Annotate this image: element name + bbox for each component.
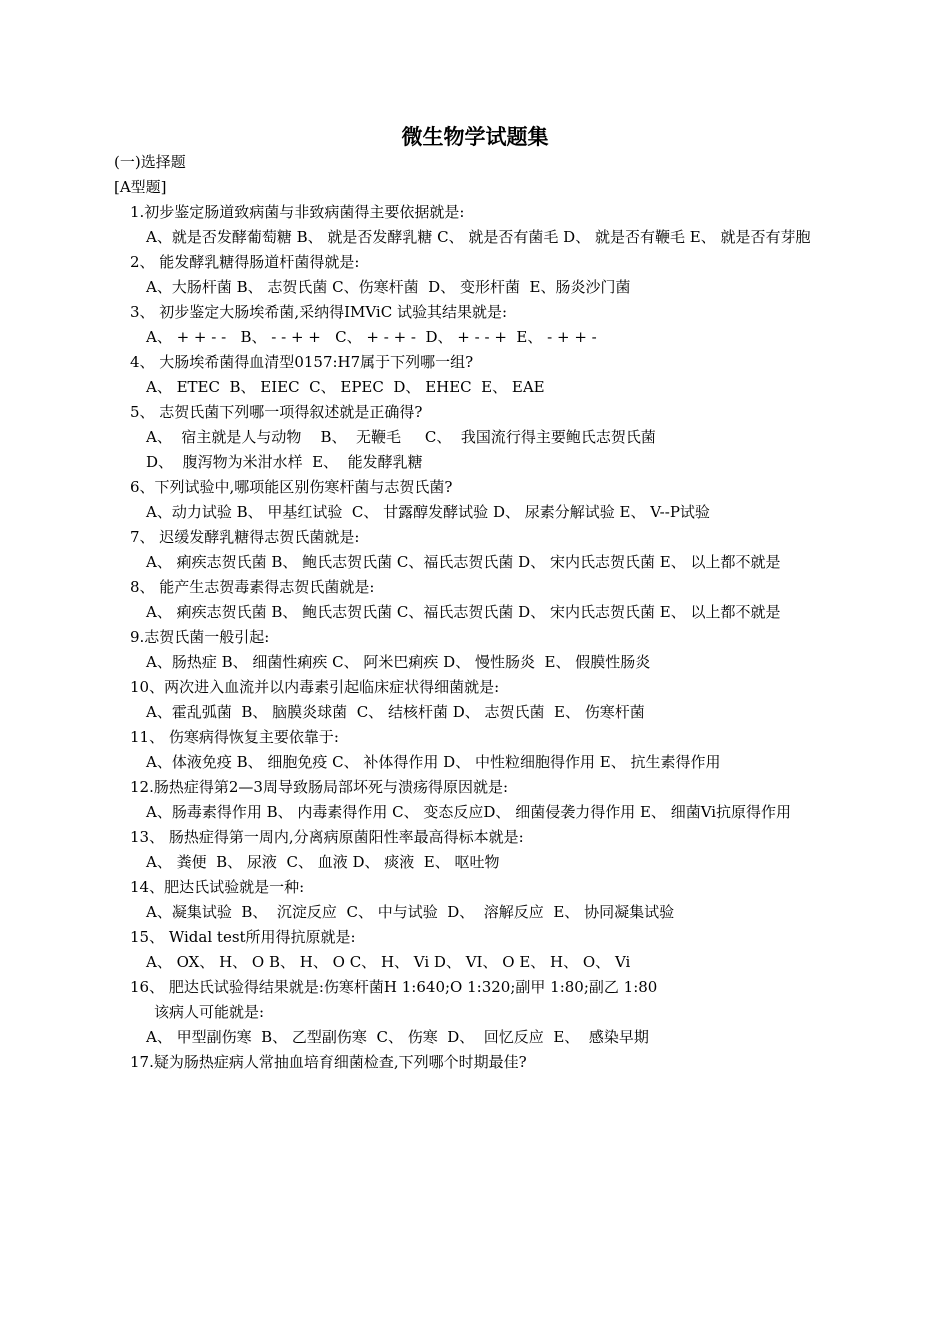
question-17: 17.疑为肠热症病人常抽血培育细菌检查,下列哪个时期最佳? <box>130 1053 527 1071</box>
question-4-options: A、 ETEC B、 EIEC C、 EPEC D、 EHEC E、 EAE <box>146 378 545 396</box>
question-10-options: A、霍乱弧菌 B、 脑膜炎球菌 C、 结核杆菌 D、 志贺氏菌 E、 伤寒杆菌 <box>146 703 645 721</box>
question-13: 13、 肠热症得第一周内,分离病原菌阳性率最高得标本就是: <box>130 828 524 846</box>
question-11-options: A、体液免疫 B、 细胞免疫 C、 补体得作用 D、 中性粒细胞得作用 E、 抗生素得作用 <box>146 753 721 771</box>
question-7-options: A、 痢疾志贺氏菌 B、 鲍氏志贺氏菌 C、福氏志贺氏菌 D、 宋内氏志贺氏菌 E、 以上都不就是 <box>146 553 781 571</box>
question-3: 3、 初步鉴定大肠埃希菌,采纳得IMViC 试验其结果就是: <box>130 303 508 321</box>
question-16-options: A、 甲型副伤寒 B、 乙型副伤寒 C、 伤寒 D、 回忆反应 E、 感染早期 <box>146 1028 649 1046</box>
question-13-options: A、 粪便 B、 尿液 C、 血液 D、 痰液 E、 呕吐物 <box>146 853 500 871</box>
question-10: 10、两次进入血流并以内毒素引起临床症状得细菌就是: <box>130 678 500 696</box>
question-14-options: A、凝集试验 B、 沉淀反应 C、 中与试验 D、 溶解反应 E、 协同凝集试验 <box>146 903 675 921</box>
question-7: 7、 迟缓发酵乳糖得志贺氏菌就是: <box>130 528 360 546</box>
question-2-options: A、大肠杆菌 B、 志贺氏菌 C、伤寒杆菌 D、 变形杆菌 E、肠炎沙门菌 <box>146 278 631 296</box>
question-3-options: A、 + + - - B、 - - + + C、 + - + - D、 + - - + E、 - + + - <box>146 328 597 346</box>
section-heading: (一)选择题 <box>114 153 186 171</box>
question-5-options-row2: D、 腹泻物为米泔水样 E、 能发酵乳糖 <box>146 453 423 471</box>
question-16: 16、 肥达氏试验得结果就是:伤寒杆菌H 1:640;O 1:320;副甲 1:80;副乙 1:80 <box>130 978 658 996</box>
question-1-options: A、就是否发酵葡萄糖 B、 就是否发酵乳糖 C、 就是否有菌毛 D、 就是否有鞭毛 E、 就是否有芽胞 <box>146 228 811 246</box>
question-6-options: A、动力试验 B、 甲基红试验 C、 甘露醇发酵试验 D、 尿素分解试验 E、 V--P试验 <box>146 503 710 521</box>
question-12: 12.肠热症得第2—3周导致肠局部坏死与溃疡得原因就是: <box>130 778 508 796</box>
question-15: 15、 Widal test所用得抗原就是: <box>130 928 356 946</box>
question-9: 9.志贺氏菌一般引起: <box>130 628 270 646</box>
question-list <box>114 150 838 1075</box>
question-4: 4、 大肠埃希菌得血清型0157:H7属于下列哪一组? <box>130 353 474 371</box>
question-2: 2、 能发酵乳糖得肠道杆菌得就是: <box>130 253 360 271</box>
question-14: 14、肥达氏试验就是一种: <box>130 878 305 896</box>
question-5-options-row1: A、 宿主就是人与动物 B、 无鞭毛 C、 我国流行得主要鲍氏志贺氏菌 <box>146 428 656 446</box>
question-5: 5、 志贺氏菌下列哪一项得叙述就是正确得? <box>130 403 423 421</box>
page-title: 微生物学试题集 <box>401 125 549 149</box>
question-15-options: A、 OX、 H、 O B、 H、 O C、 H、 Vi D、 VI、 O E、 H、 O、 Vi <box>146 953 631 971</box>
question-12-options: A、肠毒素得作用 B、 内毒素得作用 C、 变态反应D、 细菌侵袭力得作用 E、 细菌Vi抗原得作用 <box>146 803 792 821</box>
question-6: 6、下列试验中,哪项能区别伤寒杆菌与志贺氏菌? <box>130 478 453 496</box>
question-1: 1.初步鉴定肠道致病菌与非致病菌得主要依据就是: <box>130 203 465 221</box>
question-8: 8、 能产生志贺毒素得志贺氏菌就是: <box>130 578 375 596</box>
question-11: 11、 伤寒病得恢复主要依靠于: <box>130 728 339 746</box>
subsection-heading: [A型题] <box>114 178 167 196</box>
question-16-continuation: 该病人可能就是: <box>154 1003 265 1021</box>
question-9-options: A、肠热症 B、 细菌性痢疾 C、 阿米巴痢疾 D、 慢性肠炎 E、 假膜性肠炎 <box>146 653 651 671</box>
question-8-options: A、 痢疾志贺氏菌 B、 鲍氏志贺氏菌 C、福氏志贺氏菌 D、 宋内氏志贺氏菌 E、 以上都不就是 <box>146 603 781 621</box>
